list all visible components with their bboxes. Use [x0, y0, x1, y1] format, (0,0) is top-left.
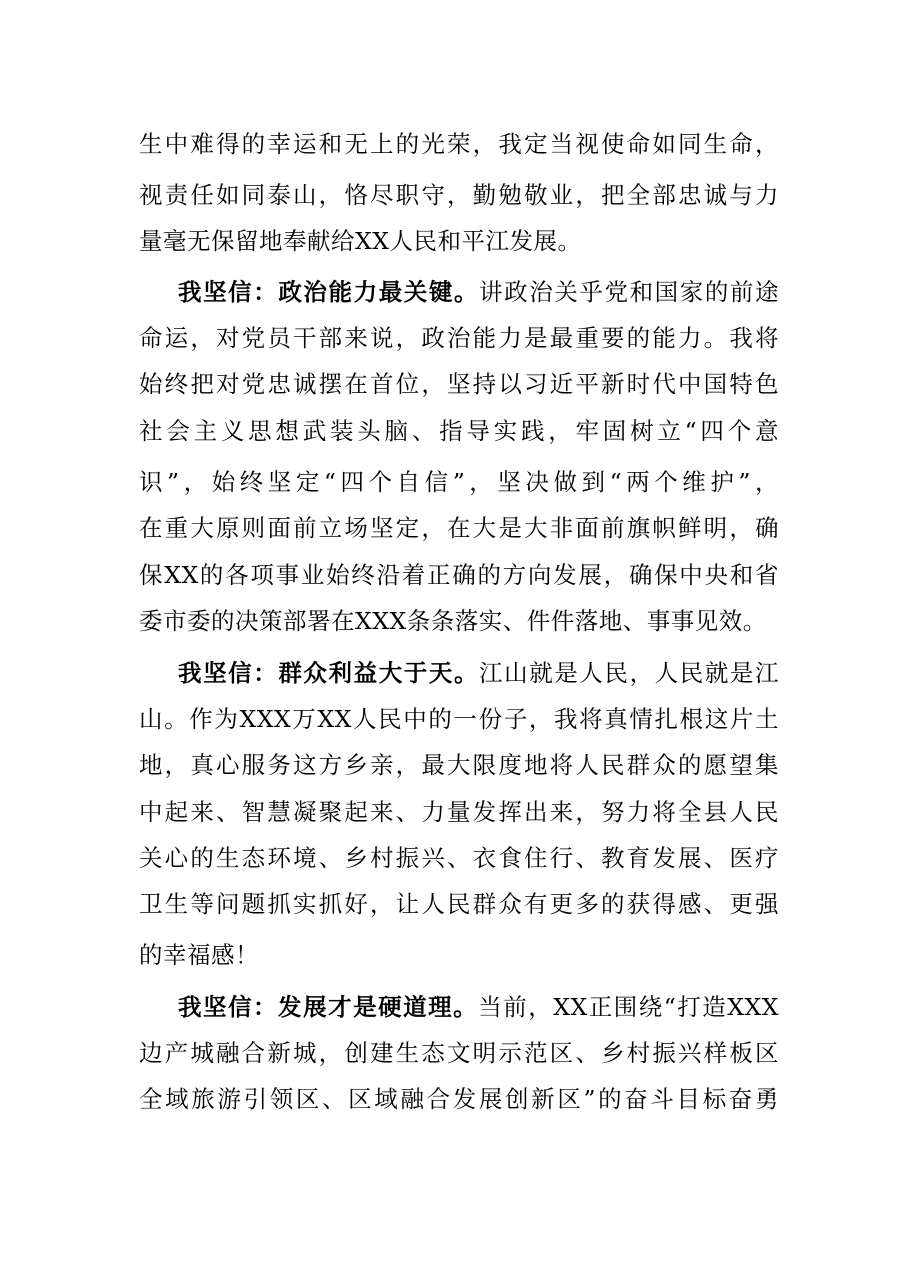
paragraph-2-line-6: 在重大原则面前立场坚定，在大是大非面前旗帜鲜明，确 — [139, 514, 779, 542]
paragraph-3-line-3: 地，真心服务这方乡亲，最大限度地将人民群众的愿望集 — [139, 751, 779, 779]
paragraph-2-first-line-text: 讲政治关乎党和国家的前途 — [479, 278, 780, 306]
paragraph-4-line-2: 边产城融合新城，创建生态文明示范区、乡村振兴样板区 — [139, 1039, 779, 1067]
paragraph-2-lead: 我坚信：政治能力最关键。 — [178, 278, 480, 306]
paragraph-1-line-1: 生中难得的幸运和无上的光荣，我定当视使命如同生命， — [139, 130, 779, 158]
paragraph-2-line-8: 委市委的决策部署在XXX条条落实、件件落地、事事见效。 — [139, 607, 767, 635]
paragraph-4-line-3: 全域旅游引领区、区域融合发展创新区”的奋斗目标奋勇 — [139, 1085, 779, 1113]
paragraph-3-lead: 我坚信：群众利益大于天。 — [178, 659, 480, 687]
paragraph-2-line-5: 识”，始终坚定“四个自信”，坚决做到“两个维护”， — [139, 468, 779, 496]
paragraph-3-line-7: 的幸福感！ — [139, 941, 259, 969]
paragraph-1-line-3: 量毫无保留地奉献给XX人民和平江发展。 — [139, 227, 582, 255]
paragraph-3-line-2: 山。作为XXX万XX人民中的一份子，我将真情扎根这片土 — [139, 705, 779, 733]
paragraph-4-first-line — [178, 987, 779, 1027]
paragraph-3-line-4: 中起来、智慧凝聚起来、力量发挥出来，努力将全县人民 — [139, 798, 779, 826]
paragraph-2-line-3: 始终把对党忠诚摆在首位，坚持以习近平新时代中国特色 — [139, 370, 779, 398]
paragraph-3-first-line — [178, 653, 779, 693]
paragraph-2-line-4: 社会主义思想武装头脑、指导实践，牢固树立“四个意 — [139, 417, 779, 445]
paragraph-3-first-line-text: 江山就是人民，人民就是江 — [479, 659, 780, 687]
paragraph-3-line-6: 卫生等问题抓实抓好，让人民群众有更多的获得感、更强 — [139, 890, 779, 918]
paragraph-3-line-5: 关心的生态环境、乡村振兴、衣食住行、教育发展、医疗 — [139, 844, 779, 872]
paragraph-4-first-line-text: 当前，XX正围绕“打造XXX — [478, 993, 780, 1021]
paragraph-2-line-2: 命运，对党员干部来说，政治能力是最重要的能力。我将 — [139, 324, 779, 352]
paragraph-4-lead: 我坚信：发展才是硬道理。 — [178, 993, 479, 1021]
paragraph-2-line-7: 保XX的各项事业始终沿着正确的方向发展，确保中央和省 — [139, 561, 779, 589]
paragraph-2-first-line — [178, 272, 779, 312]
paragraph-1-line-2: 视责任如同泰山，恪尽职守，勤勉敬业，把全部忠诚与力 — [139, 181, 779, 209]
